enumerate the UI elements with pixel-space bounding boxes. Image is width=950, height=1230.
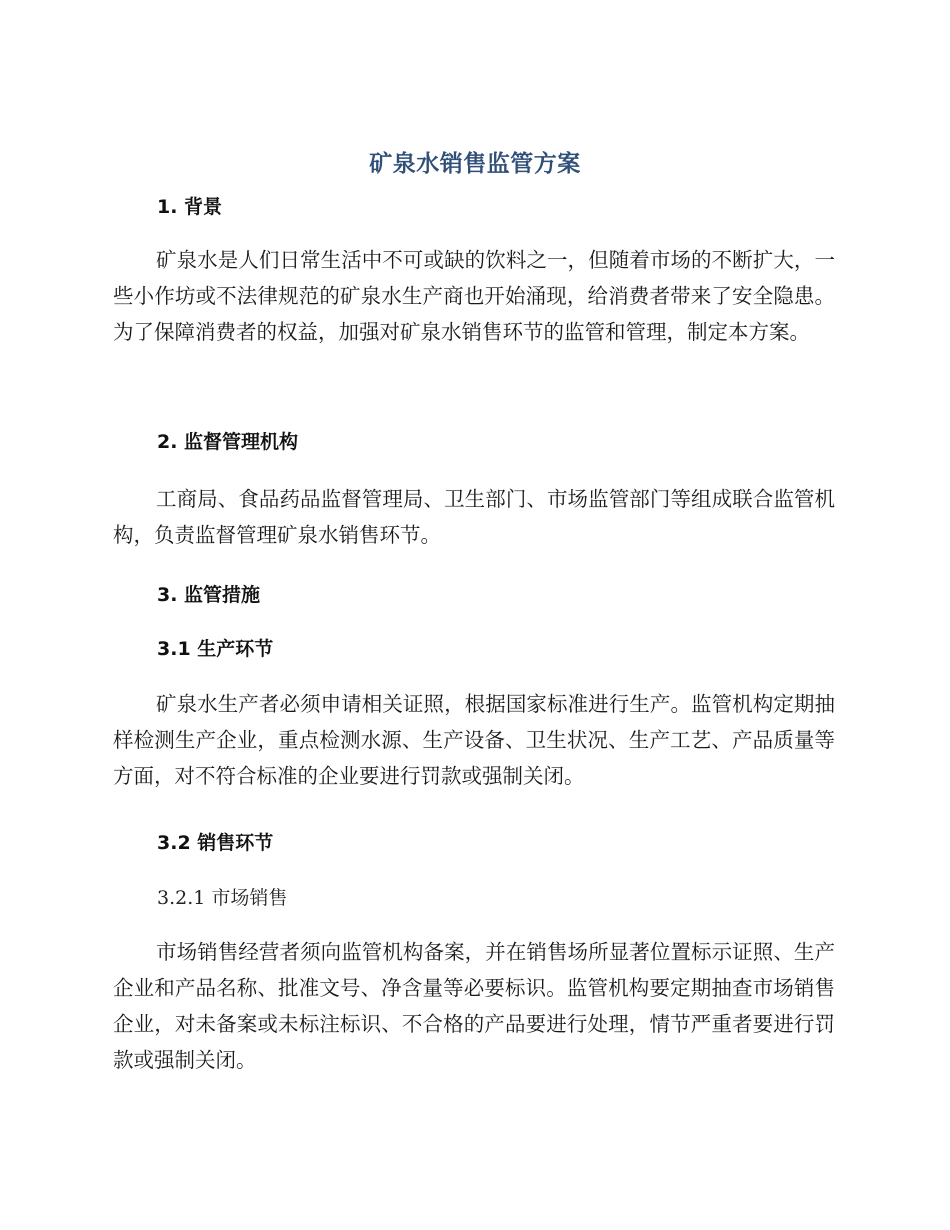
section-heading-agency: 2. 监督管理机构 — [157, 431, 299, 453]
paragraph-production: 矿泉水生产者必须申请相关证照，根据国家标准进行生产。监管机构定期抽样检测生产企业，重点检测水源、生产设备、卫生状况、生产工艺、产品质量等方面，对不符合标准的企业要进行罚款或强制关闭。 — [113, 692, 835, 788]
section-heading-measures: 3. 监管措施 — [157, 584, 261, 606]
paragraph-market: 市场销售经营者须向监管机构备案，并在销售场所显著位置标示证照、生产企业和产品名称、批准文号、净含量等必要标识。监管机构要定期抽查市场销售企业，对未备案或未标注标识、不合格的产品要进行处理，情节严重者要进行罚款或强制关闭。 — [113, 940, 835, 1072]
document-title: 矿泉水销售监管方案 — [369, 151, 581, 177]
paragraph-agency: 工商局、食品药品监督管理局、卫生部门、市场监管部门等组成联合监管机构，负责监督管理矿泉水销售环节。 — [113, 487, 835, 547]
paragraph-background: 矿泉水是人们日常生活中不可或缺的饮料之一，但随着市场的不断扩大，一些小作坊或不法律规范的矿泉水生产商也开始涌现，给消费者带来了安全隐患。为了保障消费者的权益，加强对矿泉水销售环节的监管和管理，制定本方案。 — [113, 248, 835, 344]
subsection-heading-production: 3.1 生产环节 — [157, 638, 274, 660]
subsection-heading-sales: 3.2 销售环节 — [157, 832, 274, 854]
subsubsection-heading-market: 3.2.1 市场销售 — [157, 887, 288, 909]
section-heading-background: 1. 背景 — [157, 196, 223, 218]
